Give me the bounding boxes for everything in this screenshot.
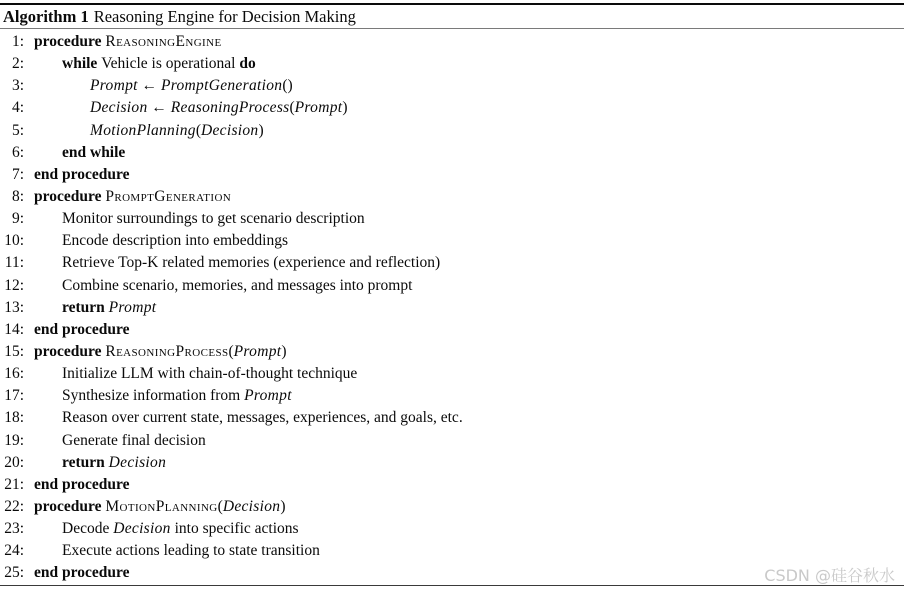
- algorithm-line: [0, 75, 904, 97]
- line-segment-normal: ): [342, 99, 348, 117]
- line-number: 20:: [4, 453, 24, 471]
- line-content: [34, 385, 292, 407]
- line-number: 13:: [4, 298, 24, 316]
- line-segment-math: Prompt: [233, 342, 282, 360]
- line-segment-math: PromptGeneration: [160, 77, 283, 95]
- line-content: [34, 120, 264, 142]
- line-segment-math: Decision: [113, 520, 171, 538]
- caption-rule: [0, 28, 904, 29]
- algorithm-line: [0, 385, 904, 407]
- line-content: [34, 297, 156, 319]
- algorithm-line: [0, 474, 904, 496]
- line-segment-bold: end procedure: [34, 475, 130, 493]
- line-content: [34, 252, 440, 274]
- algorithm-line: [0, 319, 904, 341]
- line-number: 11:: [4, 254, 24, 272]
- line-segment-normal: Combine scenario, memories, and messages into prompt: [62, 276, 413, 294]
- line-number: 22:: [4, 497, 24, 515]
- algorithm-line: [0, 496, 904, 518]
- algorithm-title-text: Reasoning Engine for Decision Making: [93, 7, 356, 26]
- algorithm-line: [0, 540, 904, 562]
- line-number: 23:: [4, 520, 24, 538]
- line-number: 2:: [11, 55, 24, 73]
- line-segment-bold: while: [62, 55, 102, 73]
- line-segment-bold: end procedure: [34, 320, 130, 338]
- algorithm-line: [0, 275, 904, 297]
- line-number: 16:: [4, 365, 24, 383]
- line-content: [34, 319, 129, 341]
- algorithm-line: [0, 341, 904, 363]
- line-number: 17:: [4, 387, 24, 405]
- line-content: [34, 363, 357, 385]
- line-number: 15:: [4, 342, 24, 360]
- line-number: 19:: [4, 431, 24, 449]
- algorithm-label: Algorithm 1: [3, 7, 89, 26]
- line-segment-math: Decision: [108, 453, 167, 471]
- algorithm-line: [0, 53, 904, 75]
- line-segment-math: Prompt: [294, 99, 343, 117]
- line-number: 24:: [4, 542, 24, 560]
- line-segment-normal: Initialize LLM with chain-of-thought technique: [62, 365, 358, 383]
- line-content: [34, 562, 129, 584]
- line-content: [34, 540, 320, 562]
- line-segment-bold: end procedure: [34, 564, 130, 582]
- algorithm-line: [0, 452, 904, 474]
- line-segment-normal: ←: [137, 77, 161, 95]
- line-segment-normal: ): [280, 497, 286, 515]
- line-content: [34, 452, 166, 474]
- algorithm-line: [0, 252, 904, 274]
- line-content: [34, 518, 299, 540]
- line-segment-normal: into specific actions: [170, 520, 299, 538]
- line-content: [34, 474, 129, 496]
- line-number: 9:: [11, 210, 24, 228]
- line-content: [34, 53, 256, 75]
- pseudocode-lines: [0, 31, 904, 585]
- line-segment-normal: Retrieve Top-K related memories (experience and reflection): [62, 254, 441, 272]
- line-number: 5:: [11, 121, 24, 139]
- line-content: [34, 164, 129, 186]
- algorithm-line: [0, 363, 904, 385]
- line-number: 4:: [11, 99, 24, 117]
- line-segment-smallcaps: PromptGeneration: [105, 187, 232, 205]
- line-content: [34, 31, 222, 53]
- algorithm-line: [0, 407, 904, 429]
- line-segment-bold: return: [62, 298, 109, 316]
- line-segment-bold: do: [239, 55, 256, 73]
- line-segment-bold: procedure: [34, 187, 106, 205]
- line-segment-bold: end procedure: [34, 165, 130, 183]
- line-segment-normal: Monitor surroundings to get scenario description: [62, 210, 365, 228]
- line-segment-normal: Execute actions leading to state transition: [62, 542, 320, 560]
- line-number: 1:: [11, 33, 24, 50]
- line-number: 18:: [4, 409, 24, 427]
- algorithm-line: [0, 518, 904, 540]
- line-segment-math: MotionPlanning: [90, 121, 196, 139]
- line-segment-normal: Vehicle is operational: [101, 55, 240, 73]
- line-number: 10:: [4, 232, 24, 250]
- line-segment-math: Decision: [90, 99, 148, 117]
- line-segment-normal: (: [289, 99, 295, 117]
- line-segment-bold: end while: [62, 143, 126, 161]
- line-segment-bold: procedure: [34, 342, 106, 360]
- line-segment-smallcaps: MotionPlanning: [105, 497, 218, 515]
- line-segment-bold: procedure: [34, 497, 106, 515]
- line-segment-math: Prompt: [244, 387, 292, 405]
- line-number: 14:: [4, 320, 24, 338]
- line-number: 6:: [11, 143, 24, 161]
- algorithm-line: [0, 297, 904, 319]
- algorithm-line: [0, 97, 904, 119]
- line-segment-normal: Encode description into embeddings: [62, 232, 288, 250]
- line-content: [34, 430, 206, 452]
- line-segment-smallcaps: ReasoningEngine: [105, 33, 222, 50]
- line-segment-bold: return: [62, 453, 109, 471]
- line-segment-math: Prompt: [90, 77, 138, 95]
- line-content: [34, 407, 463, 429]
- line-segment-normal: (: [217, 497, 223, 515]
- line-number: 21:: [4, 475, 24, 493]
- line-segment-normal: Decode: [62, 520, 114, 538]
- line-content: [34, 496, 286, 518]
- line-number: 3:: [11, 77, 24, 95]
- line-number: 7:: [11, 165, 24, 183]
- line-content: [34, 208, 365, 230]
- line-segment-normal: Reason over current state, messages, experiences, and goals, etc.: [62, 409, 463, 427]
- line-segment-bold: procedure: [34, 33, 106, 50]
- line-number: 12:: [4, 276, 24, 294]
- algorithm-line: [0, 164, 904, 186]
- line-number: 25:: [4, 564, 24, 582]
- line-segment-math: Prompt: [108, 298, 157, 316]
- line-segment-normal: ←: [147, 99, 171, 117]
- line-segment-normal: Synthesize information from: [62, 387, 245, 405]
- line-segment-normal: (): [282, 77, 293, 95]
- line-content: [34, 230, 288, 252]
- line-segment-math: ReasoningProcess: [170, 99, 290, 117]
- algorithm-line: [0, 31, 904, 53]
- line-content: [34, 142, 125, 164]
- algorithm-line: [0, 430, 904, 452]
- line-number: 8:: [11, 187, 24, 205]
- line-segment-normal: (: [195, 121, 201, 139]
- line-content: [34, 275, 412, 297]
- line-content: [34, 97, 348, 119]
- algorithm-caption: [3, 7, 904, 27]
- algorithm-line: [0, 142, 904, 164]
- top-rule: [0, 3, 904, 5]
- csdn-watermark: CSDN @硅谷秋水: [764, 566, 895, 585]
- algorithm-line: [0, 186, 904, 208]
- line-segment-normal: Generate final decision: [62, 431, 206, 449]
- line-segment-math: Decision: [200, 121, 259, 139]
- algorithm-line: [0, 208, 904, 230]
- line-content: [34, 75, 293, 97]
- algorithm-line: [0, 120, 904, 142]
- line-segment-normal: ): [281, 342, 287, 360]
- algorithm-line: [0, 230, 904, 252]
- line-segment-math: Decision: [222, 497, 281, 515]
- line-segment-smallcaps: ReasoningProcess: [105, 342, 229, 360]
- line-content: [34, 186, 231, 208]
- line-segment-normal: (: [228, 342, 234, 360]
- line-segment-normal: ): [258, 121, 264, 139]
- line-content: [34, 341, 287, 363]
